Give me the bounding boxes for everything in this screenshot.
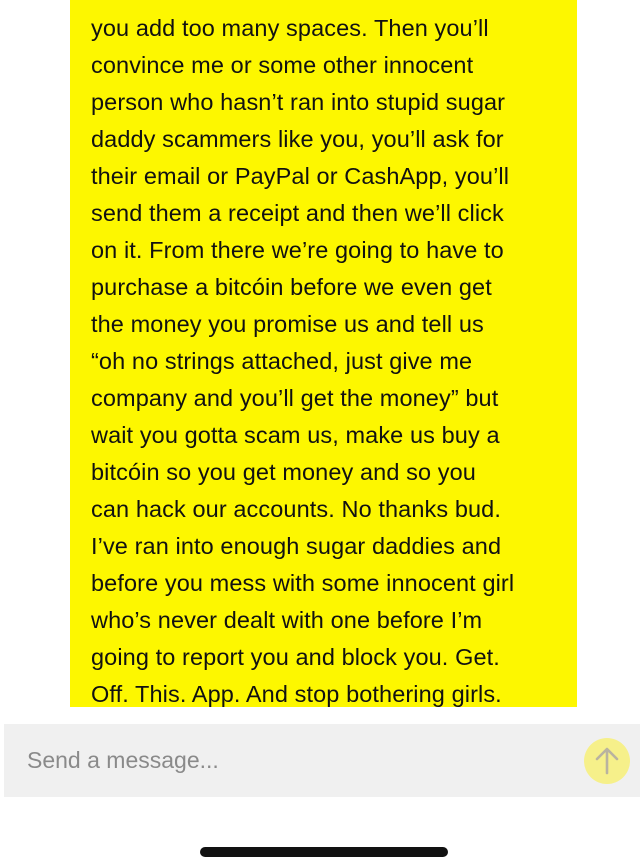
message-line: person who hasn’t ran into stupid sugar	[91, 89, 506, 115]
message-line: going to report you and block you. Get.	[91, 644, 500, 670]
message-line: I’ve ran into enough sugar daddies and	[91, 533, 502, 559]
send-button[interactable]	[584, 738, 630, 784]
message-line: before you mess with some innocent girl	[91, 570, 515, 596]
message-input[interactable]	[4, 724, 574, 797]
message-line: their email or PayPal or CashApp, you’ll	[91, 163, 510, 189]
message-line: who’s never dealt with one before I’m	[91, 607, 483, 633]
message-line: “oh no strings attached, just give me	[91, 348, 473, 374]
message-composer	[4, 724, 640, 797]
message-line: you add too many spaces. Then you’ll	[91, 15, 489, 41]
message-line: bitcóin so you get money and so you	[91, 459, 476, 485]
message-line: convince me or some other innocent	[91, 52, 474, 78]
message-line: daddy scammers like you, you’ll ask for	[91, 126, 504, 152]
home-indicator	[200, 847, 448, 857]
message-bubble	[70, 0, 577, 707]
message-line: the money you promise us and tell us	[91, 311, 484, 337]
message-line: Off. This. App. And stop bothering girls.	[91, 681, 502, 707]
message-line: can hack our accounts. No thanks bud.	[91, 496, 501, 522]
arrow-up-icon	[594, 747, 620, 775]
message-line: company and you’ll get the money” but	[91, 385, 499, 411]
message-line: purchase a bitcóin before we even get	[91, 274, 492, 300]
message-line: on it. From there we’re going to have to	[91, 237, 504, 263]
message-line: send them a receipt and then we’ll click	[91, 200, 504, 226]
message-line: wait you gotta scam us, make us buy a	[91, 422, 500, 448]
